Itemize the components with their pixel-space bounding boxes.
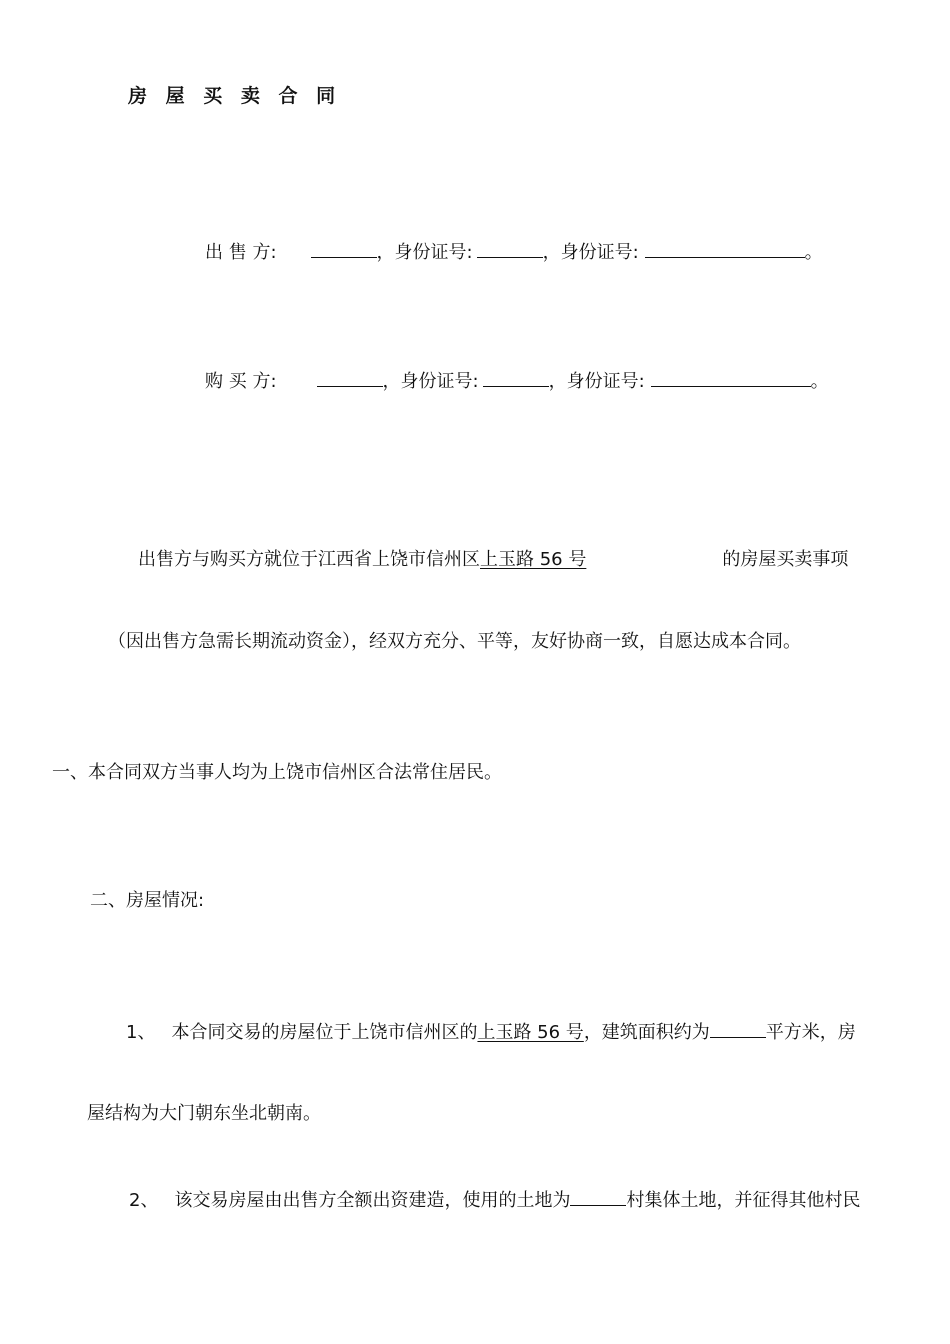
seller-name-blank (311, 239, 377, 258)
buyer-end: 。 (810, 371, 829, 392)
item-1-line-1 (126, 1019, 856, 1045)
item-2-number: 2、 (129, 1190, 159, 1211)
document-title: 房 屋 买 卖 合 同 (128, 85, 342, 107)
item-1-middle: ，建筑面积约为 (583, 1022, 710, 1043)
seller-id-label-1: ，身份证号: (376, 242, 473, 263)
item-1-line-2: 屋结构为大门朝东坐北朝南。 (87, 1103, 321, 1124)
buyer-id-blank-1 (483, 368, 549, 387)
clause-1: 一、本合同双方当事人均为上饶市信州区合法常住居民。 (52, 762, 502, 783)
buyer-name-blank (317, 368, 383, 387)
buyer-id-label-2: ，身份证号: (548, 371, 645, 392)
area-blank (710, 1019, 766, 1038)
seller-id-label-2: ，身份证号: (542, 242, 639, 263)
intro-suffix: 的房屋买卖事项 (722, 549, 849, 570)
item-2-suffix: 村集体土地，并征得其他村民 (626, 1190, 861, 1211)
buyer-id-label-1: ，身份证号: (382, 371, 479, 392)
item-1-address: 上玉路 56 号 (477, 1022, 584, 1043)
intro-line-2: （因出售方急需长期流动资金），经双方充分、平等，友好协商一致，自愿达成本合同。 (108, 631, 801, 652)
item-2-line-1 (129, 1187, 860, 1213)
intro-address: 上玉路 56 号 (480, 549, 587, 570)
seller-label: 出 售 方: (205, 242, 277, 263)
buyer-line (205, 368, 829, 394)
item-2-prefix: 该交易房屋由出售方全额出资建造，使用的土地为 (174, 1190, 571, 1211)
intro-prefix: 出售方与购买方就位于江西省上饶市信州区 (138, 549, 480, 570)
buyer-id-blank-2 (651, 368, 811, 387)
item-1-number: 1、 (126, 1022, 156, 1043)
seller-id-blank-1 (477, 239, 543, 258)
seller-id-blank-2 (645, 239, 805, 258)
seller-line (205, 239, 823, 265)
buyer-label: 购 买 方: (205, 371, 277, 392)
item-1-suffix: 平方米，房 (765, 1022, 856, 1043)
intro-line-1 (138, 548, 848, 572)
clause-2-heading: 二、房屋情况: (90, 890, 205, 911)
item-1-prefix: 本合同交易的房屋位于上饶市信州区的 (171, 1022, 478, 1043)
village-blank (570, 1187, 626, 1206)
seller-end: 。 (804, 242, 823, 263)
